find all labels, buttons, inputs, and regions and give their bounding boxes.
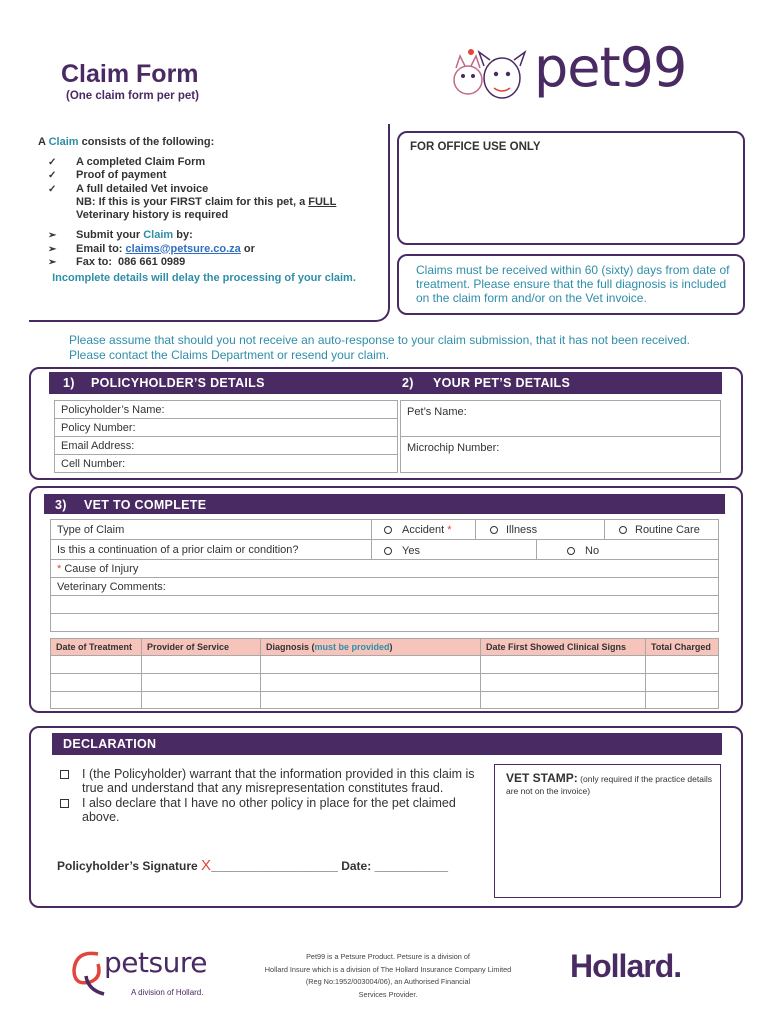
- pet99-logo-text: pet99: [534, 36, 687, 99]
- date-label: Date:: [341, 859, 372, 873]
- continuation-no[interactable]: No: [536, 539, 719, 560]
- section-2-number: 2): [402, 376, 414, 390]
- policyholder-name-field[interactable]: Policyholder’s Name:: [54, 400, 398, 419]
- col-date-first-signs: Date First Showed Clinical Signs: [480, 638, 646, 656]
- petsure-tagline: A division of Hollard.: [131, 988, 204, 997]
- pet-mascot-icon: [446, 44, 536, 106]
- page-title: Claim Form: [61, 60, 199, 88]
- declaration-item: I (the Policyholder) warrant that the information provided in this claim is true and understand that any misrepresentation constitutes fraud.: [60, 767, 490, 795]
- arrow-bullet-icon: ➢: [48, 243, 57, 255]
- office-use-label: FOR OFFICE USE ONLY: [410, 141, 541, 153]
- table-cell[interactable]: [260, 691, 481, 709]
- hollard-logo: Hollard.: [570, 948, 682, 984]
- claim-checklist-item: ✓ A full detailed Vet invoice: [38, 183, 383, 197]
- signature-line[interactable]: Policyholder’s Signature X___________________ Date: ___________: [57, 857, 448, 874]
- auto-response-note: Please assume that should you not receive an auto-response to your claim submission, that it has not been received. Please contact the Claims Department or resend your claim.: [69, 333, 691, 362]
- section-bar-3: [44, 494, 725, 514]
- declaration-checkbox[interactable]: [60, 799, 69, 808]
- check-icon: ✓: [48, 183, 57, 195]
- vet-stamp-box[interactable]: [494, 764, 721, 898]
- first-claim-note: NB: If this is your FIRST claim for this pet, a FULL Veterinary history is required: [76, 196, 337, 221]
- section-1-number: 1): [63, 376, 75, 390]
- section-bar-1-2: [49, 372, 722, 394]
- table-cell[interactable]: [141, 673, 261, 692]
- table-cell[interactable]: [141, 655, 261, 674]
- declaration-title: DECLARATION: [63, 737, 157, 751]
- table-cell[interactable]: [480, 691, 646, 709]
- office-use-box: [397, 131, 745, 245]
- policy-number-field[interactable]: Policy Number:: [54, 418, 398, 437]
- declaration-bar: [52, 733, 722, 755]
- table-cell[interactable]: [141, 691, 261, 709]
- fax-line: ➢ Fax to: 086 661 0989: [38, 256, 383, 270]
- vet-stamp-label: VET STAMP:: [506, 771, 578, 785]
- signature-x-icon: X: [201, 857, 212, 874]
- table-cell[interactable]: [260, 673, 481, 692]
- claim-type-illness[interactable]: Illness: [475, 519, 605, 540]
- section-3-title: VET TO COMPLETE: [84, 498, 207, 512]
- col-date-of-treatment: Date of Treatment: [50, 638, 142, 656]
- petsure-logo: [68, 946, 218, 1002]
- table-cell[interactable]: [50, 673, 142, 692]
- accident-radio[interactable]: [384, 526, 392, 534]
- petsure-logo-text: petsure: [104, 946, 207, 979]
- declaration-checkbox[interactable]: [60, 770, 69, 779]
- col-diagnosis: Diagnosis (must be provided): [260, 638, 481, 656]
- declaration-item: I also declare that I have no other policy in place for the pet claimed above.: [60, 796, 490, 824]
- col-total-charged: Total Charged: [645, 638, 719, 656]
- arrow-bullet-icon: ➢: [48, 230, 57, 241]
- no-radio[interactable]: [567, 547, 575, 555]
- email-line: ➢ Email to: claims@petsure.co.za or: [38, 243, 383, 257]
- pet99-logo: [446, 36, 721, 106]
- vet-stamp-note: (only required if the practice details are not on the invoice): [506, 774, 712, 796]
- claim-deadline-text: Claims must be received within 60 (sixty) days from date of treatment. Please ensure that the full diagnosis is included on the claim form and/or on the Vet invoice.: [416, 263, 730, 305]
- table-cell[interactable]: [50, 691, 142, 709]
- table-cell[interactable]: [645, 655, 719, 674]
- section-2-title: YOUR PET’S DETAILS: [433, 376, 571, 390]
- vet-comments-line[interactable]: [50, 613, 719, 632]
- type-of-claim-label: Type of Claim: [50, 519, 372, 540]
- continuation-label: Is this a continuation of a prior claim or condition?: [50, 539, 372, 560]
- continuation-yes[interactable]: Yes: [371, 539, 537, 560]
- check-icon: ✓: [48, 170, 57, 181]
- yes-radio[interactable]: [384, 547, 392, 555]
- claim-deadline-notice: [397, 254, 745, 315]
- vet-comments-field[interactable]: Veterinary Comments:: [50, 577, 719, 596]
- check-icon: ✓: [48, 156, 57, 168]
- vet-comments-line[interactable]: [50, 595, 719, 614]
- claim-info-heading: A Claim consists of the following:: [38, 136, 215, 148]
- illness-radio[interactable]: [490, 526, 498, 534]
- arrow-bullet-icon: ➢: [48, 257, 57, 268]
- page-subtitle: (One claim form per pet): [66, 90, 199, 102]
- table-cell[interactable]: [50, 655, 142, 674]
- claim-type-routine-care[interactable]: Routine Care: [604, 519, 719, 540]
- pet-name-field[interactable]: Pet’s Name:: [400, 400, 721, 437]
- section-1-title: POLICYHOLDER’S DETAILS: [91, 376, 265, 390]
- legal-text: Pet99 is a Petsure Product. Petsure is a division of Hollard Insure which is a division of The Hollard Insurance Company Limited (Reg No:1952/003004/06), an Authorised Financial Services Provider.: [264, 952, 512, 999]
- incomplete-warning: Incomplete details will delay the processing of your claim.: [52, 271, 356, 284]
- section-3-number: 3): [55, 498, 67, 512]
- table-cell[interactable]: [480, 673, 646, 692]
- table-cell[interactable]: [260, 655, 481, 674]
- cause-of-injury-field[interactable]: * Cause of Injury: [50, 559, 719, 578]
- claim-checklist-item: ✓ Proof of payment: [38, 169, 383, 183]
- claim-checklist-item: ✓ A completed Claim Form: [38, 156, 383, 170]
- signature-label: Policyholder’s Signature: [57, 859, 198, 873]
- claim-type-accident[interactable]: Accident *: [371, 519, 476, 540]
- col-provider-of-service: Provider of Service: [141, 638, 261, 656]
- table-cell[interactable]: [645, 691, 719, 709]
- submit-heading: ➢ Submit your Claim by:: [38, 229, 383, 243]
- declaration-items: [60, 767, 490, 824]
- claim-info-content: [38, 136, 383, 284]
- email-address-field[interactable]: Email Address:: [54, 436, 398, 455]
- claims-email-link[interactable]: claims@petsure.co.za: [125, 242, 241, 255]
- table-cell[interactable]: [645, 673, 719, 692]
- routine-care-radio[interactable]: [619, 526, 627, 534]
- cell-number-field[interactable]: Cell Number:: [54, 454, 398, 473]
- microchip-number-field[interactable]: Microchip Number:: [400, 436, 721, 473]
- table-cell[interactable]: [480, 655, 646, 674]
